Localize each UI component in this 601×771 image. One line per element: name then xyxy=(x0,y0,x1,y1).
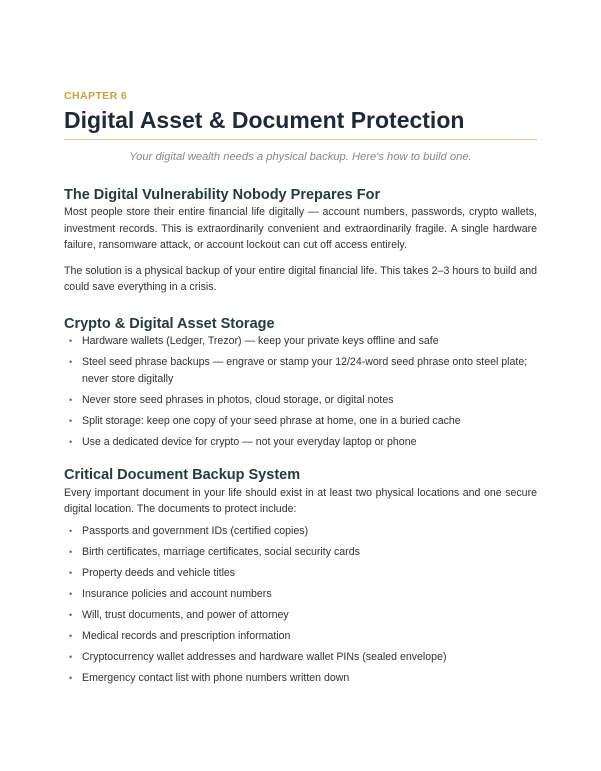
bullet-icon: • xyxy=(69,436,73,447)
section-crypto-storage xyxy=(64,315,537,451)
list-item xyxy=(64,649,537,666)
title-divider xyxy=(64,139,537,140)
bullet-list xyxy=(64,333,537,451)
bullet-icon: • xyxy=(69,394,73,405)
section-heading: The Digital Vulnerability Nobody Prepares For xyxy=(64,187,381,203)
bullet-icon: • xyxy=(69,631,73,642)
section-document-backup xyxy=(64,466,537,687)
list-item-text: Split storage: keep one copy of your seed phrase at home, one in a buried cache xyxy=(82,414,461,427)
list-item-text: Will, trust documents, and power of attorney xyxy=(82,609,289,622)
list-item-text: Emergency contact list with phone numbers written down xyxy=(82,672,350,685)
list-item-text: Hardware wallets (Ledger, Trezor) — keep your private keys offline and safe xyxy=(82,334,439,347)
section-heading: Critical Document Backup System xyxy=(64,466,301,483)
chapter-subtitle: Your digital wealth needs a physical backup. Here's how to build one. xyxy=(129,151,472,163)
list-item xyxy=(64,434,537,451)
bullet-icon: • xyxy=(69,652,73,663)
section-heading: Crypto & Digital Asset Storage xyxy=(64,315,275,332)
list-item xyxy=(64,565,537,582)
list-item-text: Insurance policies and account numbers xyxy=(82,588,272,600)
list-item-text: Medical records and prescription information xyxy=(82,630,291,643)
bullet-icon: • xyxy=(69,415,73,426)
bullet-icon: • xyxy=(69,610,73,621)
list-item-text: Steel seed phrase backups — engrave or stamp your 12/24-word seed phrase onto steel plate; never store digitally xyxy=(82,356,528,385)
bullet-list xyxy=(64,523,537,687)
list-item xyxy=(64,586,537,603)
list-item-text: Passports and government IDs (certified copies) xyxy=(82,524,309,537)
list-item-text: Use a dedicated device for crypto — not your everyday laptop or phone xyxy=(82,435,417,448)
list-item xyxy=(64,628,537,645)
list-item-text: Never store seed phrases in photos, cloud storage, or digital notes xyxy=(82,393,394,406)
paragraph: The solution is a physical backup of your entire digital financial life. This takes 2–3 hours to build and could save everything in a crisis. xyxy=(64,264,537,294)
bullet-icon: • xyxy=(69,357,73,368)
bullet-icon: • xyxy=(69,525,73,536)
page-title: Digital Asset & Document Protection xyxy=(64,107,465,133)
bullet-icon: • xyxy=(69,335,73,346)
bullet-icon: • xyxy=(69,546,73,557)
list-item xyxy=(64,333,537,350)
list-item xyxy=(64,670,537,687)
list-item-text: Cryptocurrency wallet addresses and hardware wallet PINs (sealed envelope) xyxy=(82,651,447,664)
paragraph: Most people store their entire financial life digitally — account numbers, passwords, crypto wallets, investment records. This is extraordinarily convenient and extraordinarily fragile. A single hardware failure, ransomware attack, or account lockout can cut off access entirely. xyxy=(64,206,537,252)
list-item xyxy=(64,607,537,624)
bullet-icon: • xyxy=(69,589,73,599)
section-digital-vulnerability xyxy=(64,186,537,296)
list-item xyxy=(64,413,537,430)
list-item-text: Birth certificates, marriage certificates, social security cards xyxy=(82,545,360,558)
list-item xyxy=(64,523,537,540)
chapter-label: CHAPTER 6 xyxy=(64,90,128,102)
list-item xyxy=(64,354,537,387)
list-item-text: Property deeds and vehicle titles xyxy=(82,566,236,579)
list-item xyxy=(64,544,537,561)
bullet-icon: • xyxy=(69,673,73,684)
paragraph: Every important document in your life should exist in at least two physical locations and one secure digital location. The documents to protect include: xyxy=(64,486,537,516)
bullet-icon: • xyxy=(69,567,73,578)
list-item xyxy=(64,392,537,409)
